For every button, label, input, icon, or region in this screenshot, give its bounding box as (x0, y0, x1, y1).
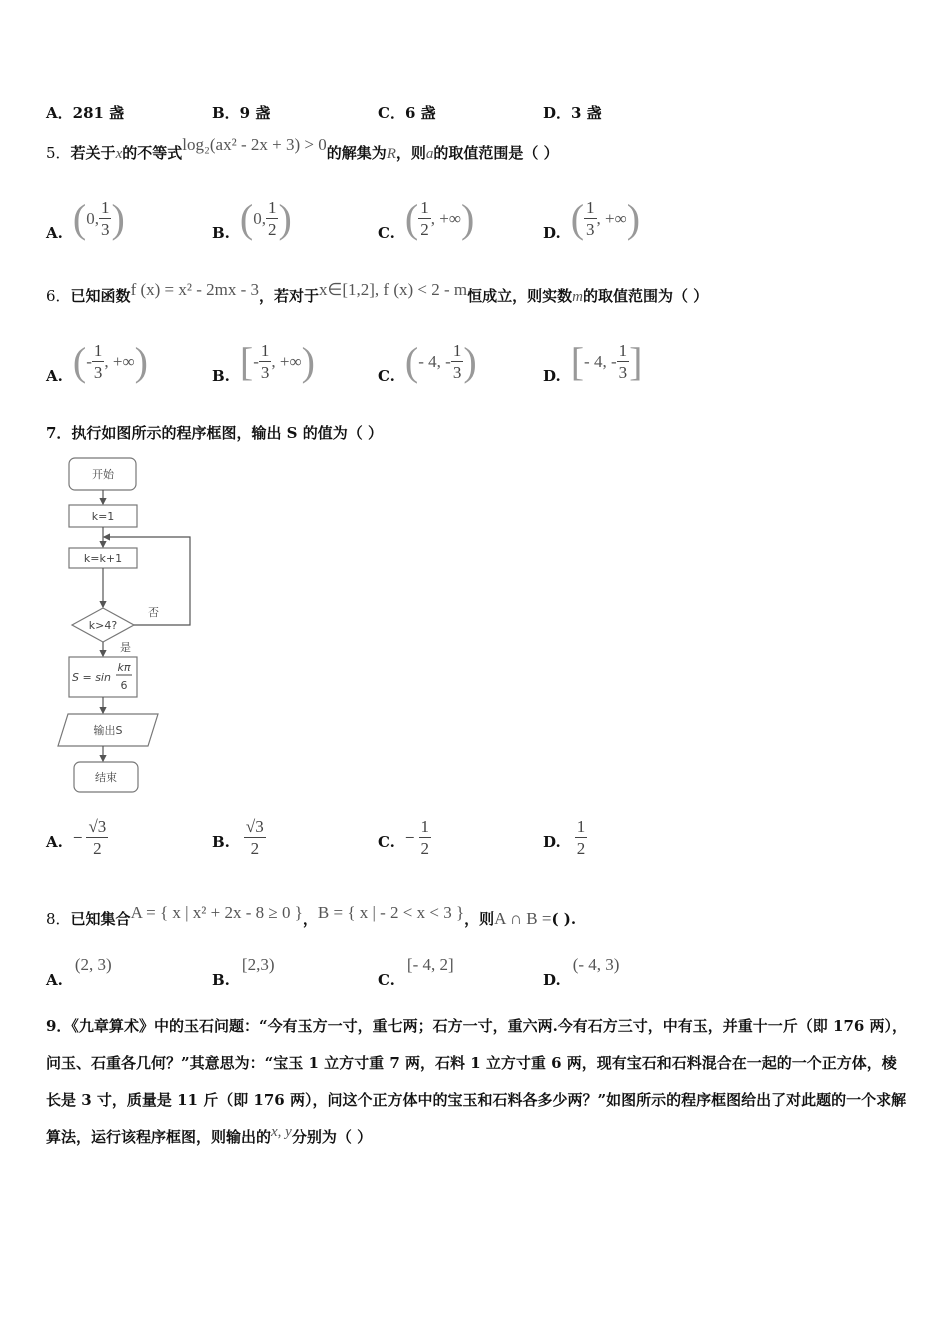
flow-output-label: 输出S (93, 724, 123, 737)
q8-stem (46, 903, 577, 929)
denominator: 3 (260, 363, 270, 382)
option-value: [- 4, 2] (406, 955, 454, 974)
q6-option[interactable] (378, 338, 477, 385)
option-label: A. (46, 224, 63, 242)
bracket-left: ( (239, 196, 254, 241)
option-label: C. (378, 971, 395, 989)
q5-var: x (115, 146, 123, 162)
q7-stem: 7．执行如图所示的程序框图，输出 S 的值为（ ） (46, 424, 383, 442)
numerator: 1 (618, 341, 628, 360)
q5-text: 的不等式 (122, 144, 183, 162)
q6-text: 的取值范围为（ ） (583, 287, 709, 305)
q8-option[interactable] (46, 955, 112, 989)
fraction (99, 199, 112, 238)
numerator: 1 (93, 341, 103, 360)
flow-assign-label: S = sin (72, 671, 111, 684)
q4-option-d[interactable]: D．3 盏 (543, 104, 602, 122)
q8-option[interactable] (212, 955, 275, 989)
q5-var: R (386, 146, 396, 162)
q6-option[interactable] (46, 338, 148, 385)
q6-number: 6． (46, 287, 71, 305)
q8-option[interactable] (543, 955, 620, 989)
numerator: 1 (100, 198, 110, 217)
numerator: 1 (420, 817, 429, 836)
option-label: D. (543, 224, 561, 242)
q8-text: 已知集合 (70, 910, 131, 928)
fraction (92, 342, 105, 381)
fraction (259, 342, 272, 381)
fraction (451, 342, 464, 381)
fraction (244, 818, 266, 857)
q8-set-b: B = { x | - 2 < x < 3 } (317, 903, 465, 922)
q7-option[interactable] (46, 818, 108, 857)
numerator: √3 (88, 817, 107, 836)
option-label: B. (212, 833, 230, 851)
q8-set-a: A = { x | x² + 2x - 8 ≥ 0 } (130, 903, 303, 922)
numerator: 1 (576, 817, 586, 836)
bracket-right: ] (629, 339, 643, 384)
bracket-left: ( (72, 339, 87, 384)
fraction (86, 818, 108, 857)
q6-text: 已知函数 (70, 287, 131, 305)
q9-text: 9．《九章算术》中的玉石问题：“今有玉方一寸，重七两；石方一寸，重六两.今有石方三寸，中有玉，并重十一斤（即 176 两），问玉、石重各几何？”其意思为：“宝玉 1 立方寸重 7 两，石料 1 立方寸重 6 两，现有宝石和石料混合在一起的一个正方体，棱长是 3 寸，质量是 11 斤（即 176 两），问这个正方体中的宝玉和石料各多少两？”如图所示的程序框图给出了对此题的一个求解算法，运行该程序框图，则输出的 (46, 1017, 908, 1146)
flowchart (50, 452, 210, 797)
numerator: 1 (586, 198, 595, 217)
q5-option[interactable] (543, 195, 640, 242)
q6-text: ，若对于 (259, 287, 320, 305)
q6-option[interactable] (212, 338, 315, 385)
denominator: 3 (100, 220, 110, 239)
q4-option-a[interactable]: A．281 盏 (46, 104, 125, 122)
q5-option[interactable] (378, 195, 474, 242)
q6-function: f (x) = x² - 2mx - 3 (130, 280, 260, 299)
option-value: - (253, 351, 259, 371)
denominator: 2 (250, 839, 260, 858)
fraction (575, 818, 588, 857)
q8-text: ，则 (464, 910, 495, 928)
q8-text: ， (302, 910, 318, 928)
numerator: 1 (420, 198, 429, 217)
bracket-right: ) (301, 339, 315, 384)
bracket-left: [ (239, 339, 254, 384)
bracket-right: ) (463, 339, 477, 384)
flow-step-label: k=k+1 (83, 552, 123, 565)
q5-var: a (425, 146, 434, 162)
q7-option[interactable] (212, 818, 266, 857)
option-value: , +∞ (430, 208, 461, 228)
option-label: D. (543, 971, 561, 989)
q6-text: 恒成立，则实数 (467, 287, 573, 305)
option-sign: − (72, 827, 83, 847)
q6-var: m (572, 289, 583, 305)
denominator: 3 (586, 220, 595, 239)
q9-stem (46, 1008, 908, 1157)
numerator: 1 (267, 198, 277, 217)
bracket-right: ) (626, 196, 641, 241)
denominator: 2 (267, 220, 277, 239)
flow-assign-den: 6 (120, 679, 128, 692)
option-label: C. (378, 224, 395, 242)
option-value: - (86, 351, 92, 371)
option-value: [2,3) (241, 955, 275, 974)
q6-option[interactable] (543, 338, 642, 385)
q4-option-c[interactable]: C．6 盏 (378, 104, 436, 122)
q7-option[interactable] (378, 818, 431, 857)
option-label: A. (46, 833, 63, 851)
bracket-left: ( (404, 339, 419, 384)
fraction (419, 818, 432, 857)
bracket-right: ) (460, 196, 475, 241)
q5-text: 的解集为 (326, 144, 387, 162)
option-value: - 4, - (418, 351, 451, 371)
option-value: , +∞ (104, 351, 135, 371)
bracket-right: ) (278, 196, 292, 241)
flow-end-label: 结束 (95, 771, 117, 784)
option-value: - 4, - (584, 351, 617, 371)
numerator: √3 (245, 817, 264, 836)
option-label: A. (46, 367, 63, 385)
q4-option-b[interactable]: B．9 盏 (212, 104, 271, 122)
fraction (584, 199, 597, 238)
numerator: 1 (452, 341, 462, 360)
bracket-right: ) (134, 339, 148, 384)
q8-expression: A ∩ B = (494, 909, 552, 928)
flow-cond-label: k>4? (88, 619, 118, 632)
option-label: B. (212, 224, 230, 242)
bracket-right: ) (111, 196, 125, 241)
q5-number: 5． (46, 144, 71, 162)
q8-number: 8． (46, 910, 71, 928)
option-label: A. (46, 971, 63, 989)
q5-stem (46, 135, 559, 163)
fraction (418, 199, 431, 238)
q6-condition: x∈[1,2], f (x) < 2 - m (319, 280, 468, 299)
denominator: 2 (93, 839, 102, 858)
denominator: 3 (93, 363, 103, 382)
numerator: 1 (260, 341, 270, 360)
q7-option[interactable] (543, 818, 587, 857)
bracket-left: ( (570, 196, 585, 241)
q5-option[interactable] (46, 195, 125, 242)
flow-assign-num: kπ (117, 661, 131, 674)
bracket-left: ( (72, 196, 87, 241)
option-value: 0, (86, 208, 99, 228)
fraction (266, 199, 279, 238)
fraction (617, 342, 630, 381)
option-value: (- 4, 3) (572, 955, 620, 974)
denominator: 3 (452, 363, 462, 382)
q5-text: ，则 (395, 144, 426, 162)
denominator: 3 (618, 363, 628, 382)
q5-option[interactable] (212, 195, 292, 242)
denominator: 2 (420, 220, 429, 239)
q5-text: 的取值范围是（ ） (433, 144, 559, 162)
denominator: 2 (576, 839, 586, 858)
flow-start-label: 开始 (92, 468, 114, 481)
flow-no-label: 否 (148, 606, 159, 619)
q8-option[interactable] (378, 955, 454, 989)
q9-text: 分别为（ ） (291, 1128, 373, 1146)
flow-yes-label: 是 (120, 641, 131, 654)
flow-init-label: k=1 (91, 510, 115, 523)
option-value: , +∞ (596, 208, 627, 228)
q5-text: 若关于 (70, 144, 116, 162)
bracket-left: ( (404, 196, 419, 241)
option-label: D. (543, 367, 561, 385)
q6-stem (46, 280, 709, 306)
option-value: 0, (253, 208, 266, 228)
q9-vars: x, y (271, 1124, 292, 1140)
option-value: (2, 3) (74, 955, 112, 974)
option-label: B. (212, 367, 230, 385)
denominator: 2 (420, 839, 429, 858)
bracket-left: [ (570, 339, 585, 384)
q8-text: ( ). (551, 910, 577, 928)
option-label: C. (378, 367, 395, 385)
option-value: , +∞ (271, 351, 302, 371)
option-label: D. (543, 833, 561, 851)
option-sign: − (404, 827, 415, 847)
q5-formula: log₂(ax² - 2x + 3) > 0 (182, 135, 327, 154)
option-label: B. (212, 971, 230, 989)
option-label: C. (378, 833, 395, 851)
